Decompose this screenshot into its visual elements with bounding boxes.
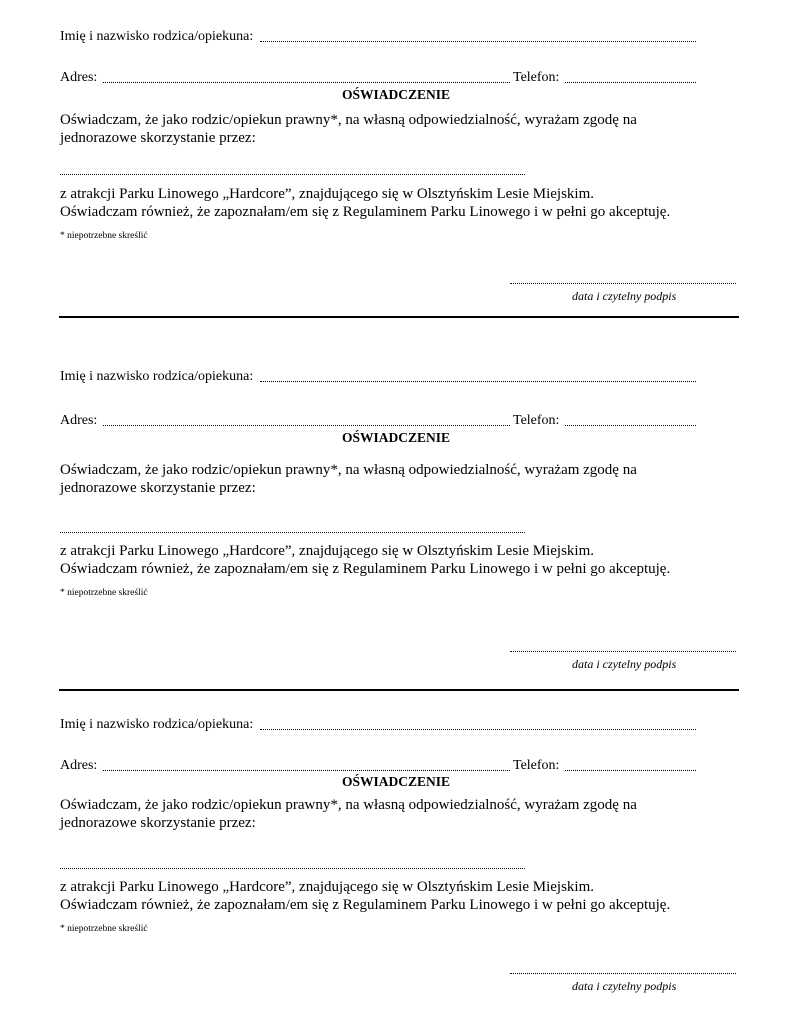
rules-acceptance-text: Oświadczam również, że zapoznałam/em się z Regulaminem Parku Linowego i w pełni go akceptuję. <box>60 561 671 577</box>
address-field[interactable] <box>103 82 510 83</box>
phone-label: Telefon: <box>513 758 560 773</box>
guardian-name-label: Imię i nazwisko rodzica/opiekuna: <box>60 369 254 384</box>
signature-caption: data i czytelny podpis <box>572 657 677 671</box>
address-label: Adres: <box>60 70 98 85</box>
attraction-text: z atrakcji Parku Linowego „Hardcore”, znajdującego się w Olsztyńskim Lesie Miejskim. <box>60 186 594 202</box>
footnote-text: * niepotrzebne skreślić <box>60 588 148 598</box>
consent-text-line-2: jednorazowe skorzystanie przez: <box>60 130 256 146</box>
address-label: Adres: <box>60 758 98 773</box>
phone-field[interactable] <box>565 82 696 83</box>
signature-caption: data i czytelny podpis <box>572 979 677 993</box>
footnote-text: * niepotrzebne skreślić <box>60 924 148 934</box>
form-separator-1 <box>59 316 739 318</box>
child-name-field[interactable] <box>60 868 525 869</box>
signature-caption: data i czytelny podpis <box>572 289 677 303</box>
address-field[interactable] <box>103 770 510 771</box>
signature-field[interactable] <box>510 283 736 284</box>
consent-text-line-2: jednorazowe skorzystanie przez: <box>60 815 256 831</box>
phone-field[interactable] <box>565 425 696 426</box>
address-label: Adres: <box>60 413 98 428</box>
address-field[interactable] <box>103 425 510 426</box>
rules-acceptance-text: Oświadczam również, że zapoznałam/em się z Regulaminem Parku Linowego i w pełni go akceptuję. <box>60 897 671 913</box>
attraction-text: z atrakcji Parku Linowego „Hardcore”, znajdującego się w Olsztyńskim Lesie Miejskim. <box>60 879 594 895</box>
child-name-field[interactable] <box>60 174 525 175</box>
consent-text-line-1: Oświadczam, że jako rodzic/opiekun prawny*, na własną odpowiedzialność, wyrażam zgodę na <box>60 797 637 813</box>
consent-text-line-1: Oświadczam, że jako rodzic/opiekun prawny*, na własną odpowiedzialność, wyrażam zgodę na <box>60 462 637 478</box>
phone-label: Telefon: <box>513 413 560 428</box>
declaration-heading: OŚWIADCZENIE <box>342 87 451 102</box>
declaration-form-3 <box>0 690 791 1030</box>
phone-label: Telefon: <box>513 70 560 85</box>
rules-acceptance-text: Oświadczam również, że zapoznałam/em się z Regulaminem Parku Linowego i w pełni go akceptuję. <box>60 204 671 220</box>
declaration-heading: OŚWIADCZENIE <box>342 774 451 789</box>
declaration-heading: OŚWIADCZENIE <box>342 430 451 445</box>
guardian-name-field[interactable] <box>260 41 696 42</box>
attraction-text: z atrakcji Parku Linowego „Hardcore”, znajdującego się w Olsztyńskim Lesie Miejskim. <box>60 543 594 559</box>
child-name-field[interactable] <box>60 532 525 533</box>
guardian-name-field[interactable] <box>260 381 696 382</box>
consent-text-line-2: jednorazowe skorzystanie przez: <box>60 480 256 496</box>
guardian-name-label: Imię i nazwisko rodzica/opiekuna: <box>60 29 254 44</box>
phone-field[interactable] <box>565 770 696 771</box>
declaration-form-2 <box>0 346 791 686</box>
consent-text-line-1: Oświadczam, że jako rodzic/opiekun prawny*, na własną odpowiedzialność, wyrażam zgodę na <box>60 112 637 128</box>
guardian-name-field[interactable] <box>260 729 696 730</box>
footnote-text: * niepotrzebne skreślić <box>60 231 148 241</box>
declaration-form-1 <box>0 0 791 340</box>
signature-field[interactable] <box>510 973 736 974</box>
signature-field[interactable] <box>510 651 736 652</box>
guardian-name-label: Imię i nazwisko rodzica/opiekuna: <box>60 717 254 732</box>
